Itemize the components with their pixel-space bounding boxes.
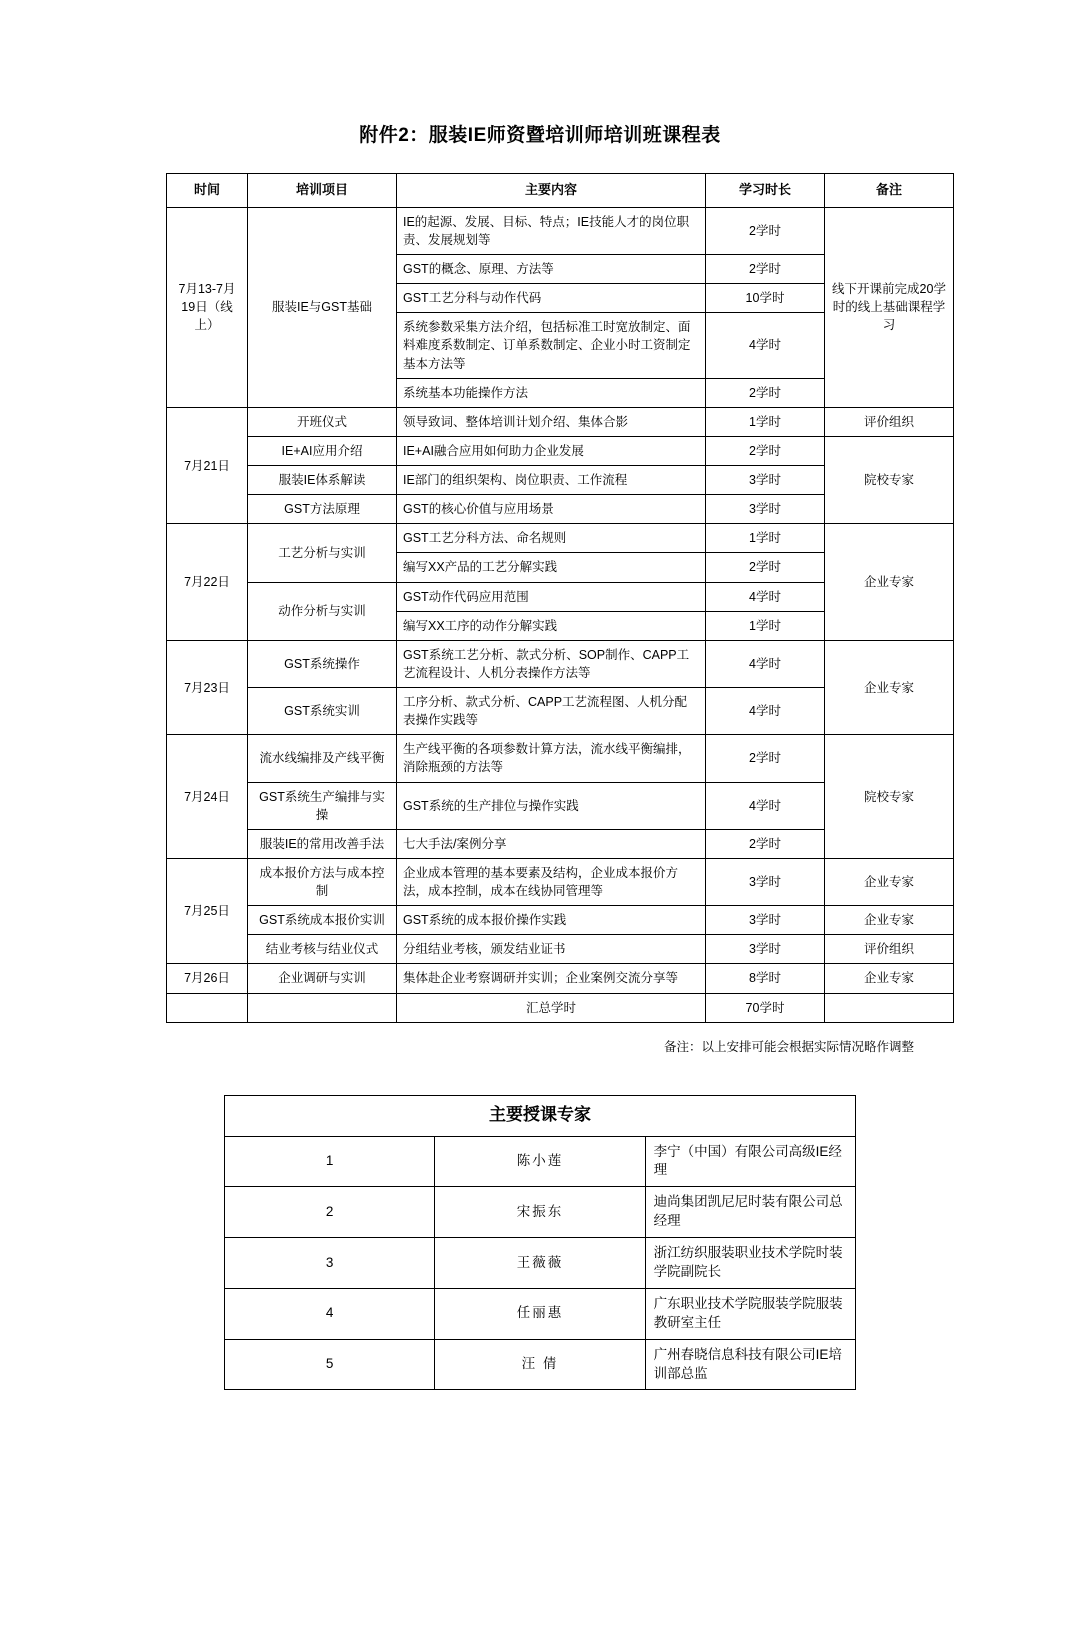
cell-content: 企业成本管理的基本要素及结构，企业成本报价方法，成本控制，成本在线协同管理等 [397,858,706,905]
expert-name: 任丽惠 [435,1288,645,1339]
expert-description: 李宁（中国）有限公司高级IE经理 [645,1136,855,1187]
cell-project: GST系统实训 [248,688,397,735]
cell-note: 企业专家 [825,524,954,641]
cell-project: GST系统成本报价实训 [248,906,397,935]
cell-hours: 1学时 [706,407,825,436]
cell-note: 企业专家 [825,964,954,993]
column-header-project: 培训项目 [248,174,397,208]
expert-row [225,1238,856,1289]
cell-project: GST系统生产编排与实操 [248,782,397,829]
cell-content: IE部门的组织架构、岗位职责、工作流程 [397,466,706,495]
cell-project: 服装IE与GST基础 [248,207,397,407]
cell-project: 企业调研与实训 [248,964,397,993]
cell-hours: 4学时 [706,640,825,687]
expert-description: 广东职业技术学院服装学院服装教研室主任 [645,1288,855,1339]
cell-content: GST工艺分科与动作代码 [397,284,706,313]
schedule-table-body [167,207,954,1022]
column-header-time: 时间 [167,174,248,208]
cell-total-blank-time [167,993,248,1022]
cell-hours: 4学时 [706,582,825,611]
expert-row [225,1288,856,1339]
cell-hours: 2学时 [706,207,825,254]
cell-content: GST工艺分科方法、命名规则 [397,524,706,553]
schedule-table-container [166,173,946,1023]
cell-content: 编写XX工序的动作分解实践 [397,611,706,640]
cell-content: GST系统的生产排位与操作实践 [397,782,706,829]
cell-hours: 2学时 [706,553,825,582]
cell-content: GST的核心价值与应用场景 [397,495,706,524]
cell-hours: 2学时 [706,436,825,465]
expert-name: 陈小莲 [435,1136,645,1187]
cell-project: 动作分析与实训 [248,582,397,640]
table-row [167,935,954,964]
experts-table-container [224,1095,856,1391]
schedule-table-header [167,174,954,208]
cell-time: 7月24日 [167,735,248,859]
cell-content: 系统参数采集方法介绍，包括标准工时宽放制定、面料难度系数制定、订单系数制定、企业小时工资制定基本方法等 [397,313,706,378]
experts-title: 主要授课专家 [225,1095,856,1136]
cell-hours: 10学时 [706,284,825,313]
cell-content: 领导致词、整体培训计划介绍、集体合影 [397,407,706,436]
cell-hours: 3学时 [706,495,825,524]
cell-total-hours: 70学时 [706,993,825,1022]
cell-content: 工序分析、款式分析、CAPP工艺流程图、人机分配表操作实践等 [397,688,706,735]
cell-content: IE+AI融合应用如何助力企业发展 [397,436,706,465]
cell-hours: 1学时 [706,611,825,640]
cell-time: 7月25日 [167,858,248,964]
cell-note: 线下开课前完成20学时的线上基础课程学习 [825,207,954,407]
expert-index: 1 [225,1136,435,1187]
expert-row [225,1187,856,1238]
table-row [167,640,954,687]
cell-hours: 8学时 [706,964,825,993]
cell-hours: 2学时 [706,735,825,782]
cell-time: 7月23日 [167,640,248,735]
expert-index: 2 [225,1187,435,1238]
cell-project: GST方法原理 [248,495,397,524]
table-row [167,735,954,782]
cell-content: 编写XX产品的工艺分解实践 [397,553,706,582]
cell-hours: 2学时 [706,829,825,858]
table-row [167,906,954,935]
experts-table-body [225,1095,856,1390]
cell-hours: 2学时 [706,378,825,407]
cell-project: 结业考核与结业仪式 [248,935,397,964]
cell-project: 流水线编排及产线平衡 [248,735,397,782]
cell-content: 生产线平衡的各项参数计算方法，流水线平衡编排，消除瓶颈的方法等 [397,735,706,782]
page-title: 附件2：服装IE师资暨培训师培训班课程表 [359,125,721,146]
cell-project: 工艺分析与实训 [248,524,397,582]
expert-description: 迪尚集团凯尼尼时装有限公司总经理 [645,1187,855,1238]
cell-note: 企业专家 [825,640,954,735]
cell-hours: 2学时 [706,255,825,284]
schedule-footnote: 备注：以上安排可能会根据实际情况略作调整 [663,1039,914,1054]
cell-hours: 4学时 [706,688,825,735]
cell-project: 成本报价方法与成本控制 [248,858,397,905]
column-header-hours: 学习时长 [706,174,825,208]
expert-index: 3 [225,1238,435,1289]
cell-content: GST系统的成本报价操作实践 [397,906,706,935]
expert-row [225,1136,856,1187]
cell-content: 分组结业考核，颁发结业证书 [397,935,706,964]
cell-content: 系统基本功能操作方法 [397,378,706,407]
table-row [167,207,954,254]
cell-time: 7月21日 [167,407,248,524]
cell-content: 集体赴企业考察调研并实训；企业案例交流分享等 [397,964,706,993]
cell-note: 企业专家 [825,906,954,935]
table-row [167,436,954,465]
column-header-note: 备注 [825,174,954,208]
cell-total-label: 汇总学时 [397,993,706,1022]
cell-project: 开班仪式 [248,407,397,436]
cell-note: 院校专家 [825,735,954,859]
experts-table [224,1095,856,1391]
cell-note: 评价组织 [825,935,954,964]
expert-name: 汪 倩 [435,1339,645,1390]
table-row [167,858,954,905]
expert-description: 浙江纺织服装职业技术学院时装学院副院长 [645,1238,855,1289]
expert-row [225,1339,856,1390]
expert-index: 5 [225,1339,435,1390]
table-row [167,524,954,553]
cell-hours: 3学时 [706,935,825,964]
expert-name: 王薇薇 [435,1238,645,1289]
column-header-content: 主要内容 [397,174,706,208]
table-row [167,407,954,436]
cell-time: 7月13-7月19日（线上） [167,207,248,407]
cell-hours: 3学时 [706,466,825,495]
cell-hours: 3学时 [706,906,825,935]
table-header-row [167,174,954,208]
cell-total-blank-note [825,993,954,1022]
cell-project: IE+AI应用介绍 [248,436,397,465]
cell-note: 院校专家 [825,436,954,523]
expert-description: 广州春晓信息科技有限公司IE培训部总监 [645,1339,855,1390]
expert-name: 宋振东 [435,1187,645,1238]
cell-note: 评价组织 [825,407,954,436]
document-page [0,120,1080,1647]
cell-hours: 4学时 [706,782,825,829]
cell-note: 企业专家 [825,858,954,905]
cell-project: 服装IE体系解读 [248,466,397,495]
experts-title-row [225,1095,856,1136]
cell-content: GST动作代码应用范围 [397,582,706,611]
cell-content: GST的概念、原理、方法等 [397,255,706,284]
table-row [167,964,954,993]
cell-content: GST系统工艺分析、款式分析、SOP制作、CAPP工艺流程设计、人机分表操作方法等 [397,640,706,687]
cell-hours: 1学时 [706,524,825,553]
cell-hours: 3学时 [706,858,825,905]
expert-index: 4 [225,1288,435,1339]
cell-content: IE的起源、发展、目标、特点；IE技能人才的岗位职责、发展规划等 [397,207,706,254]
cell-time: 7月26日 [167,964,248,993]
cell-project: GST系统操作 [248,640,397,687]
cell-time: 7月22日 [167,524,248,641]
cell-project: 服装IE的常用改善手法 [248,829,397,858]
table-row-total [167,993,954,1022]
schedule-table [166,173,954,1023]
cell-hours: 4学时 [706,313,825,378]
cell-total-blank-project [248,993,397,1022]
cell-content: 七大手法/案例分享 [397,829,706,858]
